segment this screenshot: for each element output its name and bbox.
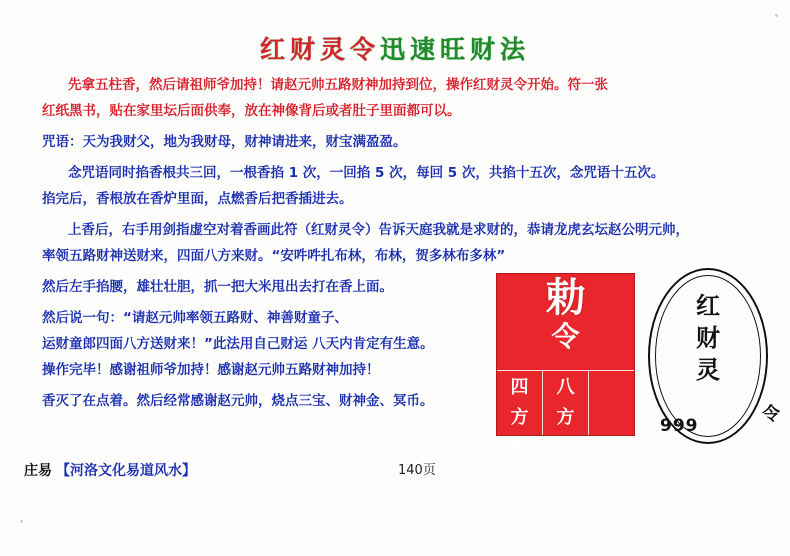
page-title <box>0 30 790 66</box>
body-line: 上香后，右手用剑指虚空对着香画此符（红财灵令）告诉天庭我就是求财的，恭请龙虎玄坛赵公明元帅， <box>68 222 689 238</box>
talisman-divider-column-2 <box>588 370 589 435</box>
body-line: 念咒语同时掐香根共三回，一根香掐 1 次，一回掐 5 次，每回 5 次，共掐十五次，念咒语十五次。 <box>68 165 665 181</box>
seal-char: 财 <box>696 324 720 352</box>
footer-brand: 【河洛文化易道风水】 <box>56 463 196 479</box>
footer-author: 庄易 <box>24 463 52 479</box>
talisman-char: 顺 <box>510 437 529 458</box>
talisman-column-2 <box>543 373 588 463</box>
seal-corner-char: 令 <box>762 404 780 425</box>
page-title-red: 红财灵令 <box>259 35 380 64</box>
body-line: 香灭了在点着。然后经常感谢赵元帅，烧点三宝、财神金、冥币。 <box>42 393 434 409</box>
talisman-char: 八 <box>556 377 575 398</box>
oval-seal <box>648 268 780 444</box>
body-line: 咒语：天为我财父，地为我财母，财神请进来，财宝满盈盈。 <box>42 134 407 150</box>
talisman-char: 方 <box>510 407 529 428</box>
talisman-sigil-top: 勅 <box>545 275 586 321</box>
talisman-char: 方 <box>556 407 575 428</box>
body-line: 运财童郎四面八方送财来！”此法用自己财运 八天内肯定有生意。 <box>42 336 434 352</box>
talisman-column-1 <box>497 373 542 463</box>
seal-char: 灵 <box>696 356 720 384</box>
talisman-stamp <box>496 273 635 458</box>
footer-author-line <box>24 460 196 480</box>
talisman-char: 财 <box>556 437 575 458</box>
body-line: 操作完毕！感谢祖师爷加持！感谢赵元帅五路财神加持！ <box>42 362 380 378</box>
speck <box>775 14 778 17</box>
talisman-char: 四 <box>510 377 529 398</box>
page-title-green: 迅速旺财法 <box>380 35 531 64</box>
seal-mark: 999 <box>660 416 699 436</box>
seal-char: 红 <box>696 292 720 320</box>
seal-text <box>648 290 768 386</box>
page-number: 140页 <box>398 463 436 478</box>
body-line: 率领五路财神送财来，四面八方来财。“安吽吽扎布林，布林，贺多林布多林” <box>42 248 506 264</box>
document-body <box>42 72 742 414</box>
body-line: 然后说一句：“请赵元帅率领五路财、神善财童子、 <box>42 310 348 326</box>
speck <box>20 520 23 523</box>
body-line: 红纸黑书，贴在家里坛后面供奉，放在神像背后或者肚子里面都可以。 <box>42 103 461 119</box>
talisman-sigil-sub: 令 <box>551 320 580 353</box>
body-line: 然后左手掐腰，雄壮壮胆，抓一把大米甩出去打在香上面。 <box>42 279 393 295</box>
body-line: 掐完后，香根放在香炉里面，点燃香后把香插进去。 <box>42 191 353 207</box>
body-line: 先拿五柱香，然后请祖师爷加持！请赵元帅五路财神加持到位，操作红财灵令开始。符一张 <box>68 77 608 93</box>
talisman-divider-horizontal <box>497 370 634 371</box>
